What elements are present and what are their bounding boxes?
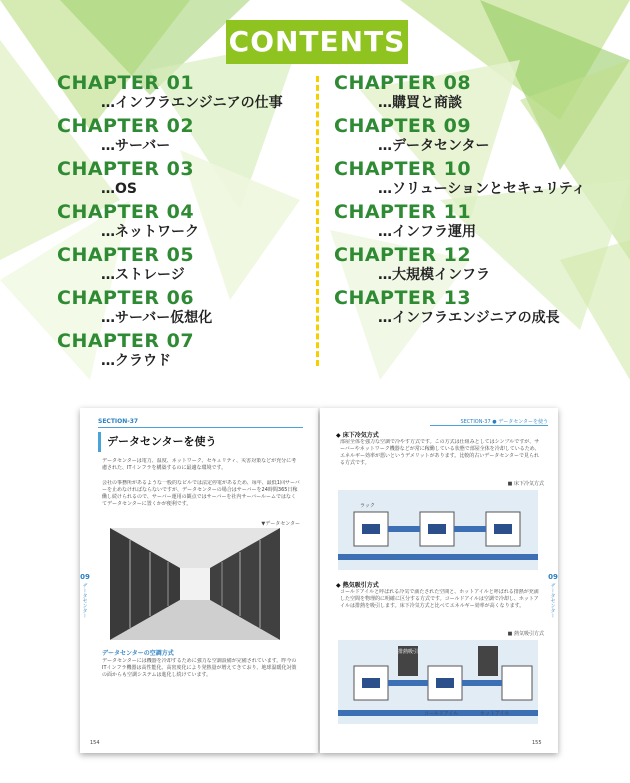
photo-caption: ▼データセンター [261, 521, 300, 527]
chapter-number: CHAPTER 04 [57, 201, 195, 223]
toc-entry [57, 244, 283, 287]
book-spread [80, 408, 560, 753]
page-number: 155 [532, 740, 542, 746]
chapter-number: CHAPTER 02 [57, 115, 195, 137]
chapter-tab-label: データセンター [81, 583, 88, 618]
chapter-number: CHAPTER 06 [57, 287, 195, 309]
chapter-number: CHAPTER 09 [334, 115, 472, 137]
chapter-title: …インフラ運用 [378, 224, 476, 240]
diagram-caption: ■ 熱気吸引方式 [507, 631, 544, 637]
body-paragraph: 会社の事務所があるような一般的なビルでは法定停電があるため、毎年、最低1回サーバーを止めなければならないですが、データセンターの場合はサーバーを24時間365日稼働し続けられるので、サーバー運用の観点ではサーバーを社内サーバールームではなくてデータセンターに置くかが便利です。 [102, 480, 300, 507]
chapter-title: …サーバー [101, 138, 171, 154]
chapter-number: CHAPTER 01 [57, 72, 195, 94]
chapter-title: …ネットワーク [101, 224, 199, 240]
toc-entry [334, 158, 586, 201]
chapter-title: …ソリューションとセキュリティ [378, 181, 586, 197]
body-paragraph: 部屋全体を強力な空調で冷やす方式です。この方式は仕組みとしてはシンプルですが、サーバーやネットワーク機器などが常に稼働している状態で部屋全体を冷却しているため、エネルギー効率が悪いというデメリットがあります。比較的古いデータセンターで見られる方式です。 [340, 439, 540, 466]
cold-aisle-label: コールドアイル [424, 711, 459, 717]
chapter-tab-number: 09 [548, 573, 558, 581]
contents-title: CONTENTS [226, 20, 408, 64]
chapter-number: CHAPTER 13 [334, 287, 472, 309]
toc-entry [334, 72, 586, 115]
hot-aisle-label: ホットアイル [480, 711, 510, 717]
body-paragraph: コールドアイルと呼ばれる冷気で満たされた空間と、ホットアイルと呼ばれる排熱が充満した空間を物理的に明確に区分する方式です。コールドアイルは空調で冷却し、ホットアイルは排熱を吸引します。床下冷気方式と比べてエネルギー効率が高くなります。 [340, 589, 539, 609]
toc-entry [57, 201, 283, 244]
body-paragraph: データセンターには機器を冷却するために強力な空調設備が完備されています。昨今のITインフラ機器は高性能化、高密度化により発熱量が増えてきており、地球温暖化対策の面からも空調システムは進化し続けています。 [102, 658, 297, 678]
subheading: データセンターの空調方式 [102, 650, 174, 657]
chapter-tab-label: データセンター [549, 583, 556, 618]
section-heading: ◆ 床下冷気方式 [336, 432, 379, 439]
chapter-title: …インフラエンジニアの成長 [378, 310, 560, 326]
page-heading: データセンターを使う [98, 432, 307, 452]
chapter-tab [74, 573, 96, 633]
toc-entry [334, 287, 586, 330]
chapter-title: …ストレージ [101, 267, 185, 283]
chapter-title: …購買と商談 [378, 95, 462, 111]
chapter-title: …クラウド [101, 353, 171, 369]
chapter-tab-number: 09 [80, 573, 90, 581]
chapter-number: CHAPTER 10 [334, 158, 472, 180]
duct-label: 排熱吸引 [398, 649, 419, 655]
toc-entry [57, 287, 283, 330]
toc-entry [334, 115, 586, 158]
rack-label: ラック [360, 503, 375, 509]
toc-right-column [334, 72, 586, 330]
chapter-number: CHAPTER 03 [57, 158, 195, 180]
chapter-number: CHAPTER 07 [57, 330, 195, 352]
chapter-number: CHAPTER 08 [334, 72, 472, 94]
chapter-title: …OS [101, 181, 137, 197]
body-paragraph: データセンターは電力、温度、ネットワーク、セキュリティ、災害対策などが充分に考慮された、ITインフラを構築するのに最適な環境です。 [102, 458, 297, 471]
datacenter-photo [110, 528, 280, 640]
chapter-title: …サーバー仮想化 [101, 310, 213, 326]
toc-entry [57, 158, 283, 201]
page-number: 154 [90, 740, 100, 746]
column-divider [316, 76, 319, 366]
right-page [320, 408, 558, 753]
toc-entry [334, 244, 586, 287]
diagram-caption: ■ 床下冷気方式 [507, 481, 544, 487]
toc-entry [334, 201, 586, 244]
section-heading: ◆ 熱気吸引方式 [336, 582, 379, 589]
toc-entry [57, 115, 283, 158]
chapter-title: …インフラエンジニアの仕事 [101, 95, 283, 111]
toc-entry [57, 330, 283, 373]
chapter-tab [542, 573, 564, 633]
section-label: SECTION-37 [98, 418, 303, 428]
chapter-number: CHAPTER 11 [334, 201, 472, 223]
toc-entry [57, 72, 283, 115]
left-page [80, 408, 318, 753]
chapter-number: CHAPTER 12 [334, 244, 472, 266]
chapter-number: CHAPTER 05 [57, 244, 195, 266]
chapter-title: …大規模インフラ [378, 267, 490, 283]
chapter-title: …データセンター [378, 138, 490, 154]
section-label: SECTION-37 ● データセンターを使う [430, 418, 548, 426]
toc-left-column [57, 72, 283, 373]
